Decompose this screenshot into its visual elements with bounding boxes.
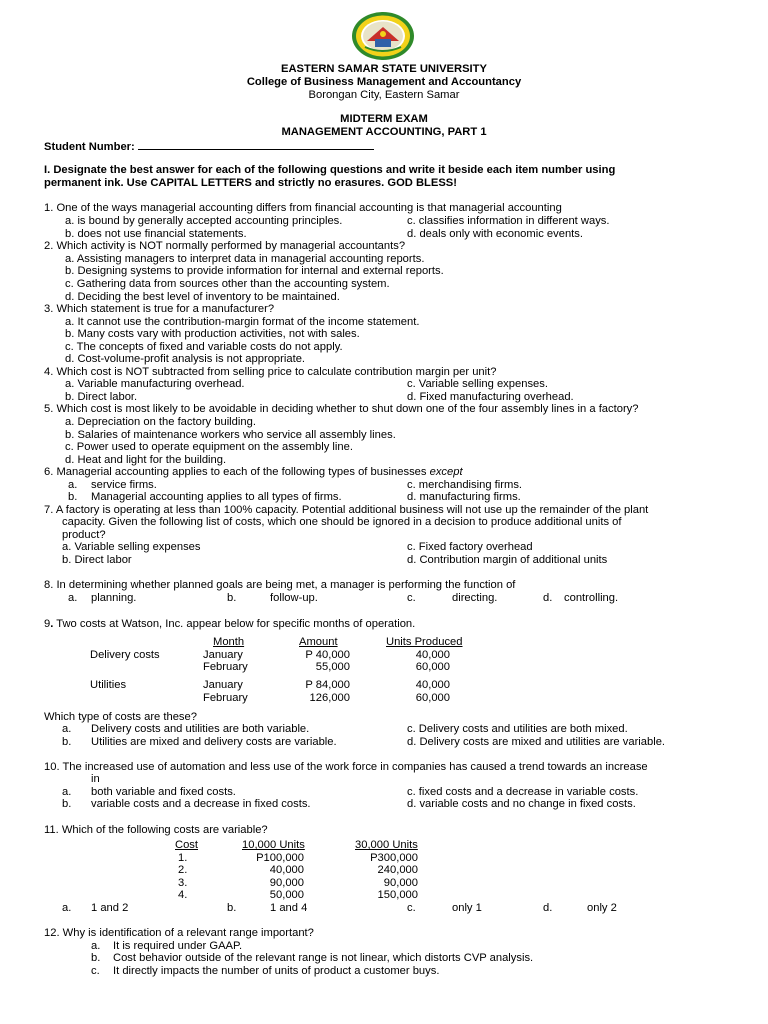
q7-option-c: c. Fixed factory overhead <box>407 541 533 553</box>
q2-option-d: d. Deciding the best level of inventory to be maintained. <box>65 291 340 303</box>
university-seal-logo <box>351 11 415 61</box>
q9-option-b-letter: b. <box>62 736 72 748</box>
q9-option-a-letter: a. <box>62 723 72 735</box>
q3-option-b: b. Many costs vary with production activities, not with sales. <box>65 328 360 340</box>
subject-title: MANAGEMENT ACCOUNTING, PART 1 <box>281 126 487 138</box>
q9-row-3-amount: P 84,000 <box>305 679 350 691</box>
q12-option-b-letter: b. <box>91 952 101 964</box>
q9-header-units: Units Produced <box>386 636 463 648</box>
q9-option-c: c. Delivery costs and utilities are both mixed. <box>407 723 628 735</box>
q8-stem: 8. In determining whether planned goals are being met, a manager is performing the function of <box>44 579 516 591</box>
location: Borongan City, Eastern Samar <box>308 89 460 101</box>
instructions-line-2: permanent ink. Use CAPITAL LETTERS and strictly no erasures. GOD BLESS! <box>44 177 457 189</box>
q7-stem-line-2: capacity. Given the following list of costs, which one should be ignored in a decision to produce additional units of <box>62 516 622 528</box>
q2-option-b: b. Designing systems to provide information for internal and external reports. <box>65 265 444 277</box>
q8-option-b: follow-up. <box>270 592 318 604</box>
q11-option-a-letter: a. <box>62 902 72 914</box>
q5-option-b: b. Salaries of maintenance workers who service all assembly lines. <box>65 429 396 441</box>
q4-option-a: a. Variable manufacturing overhead. <box>65 378 245 390</box>
q9-stem-text: Two costs at Watson, Inc. appear below for specific months of operation. <box>53 618 416 630</box>
q11-stem: 11. Which of the following costs are variable? <box>44 824 268 836</box>
q9-row-3-units: 40,000 <box>415 679 450 691</box>
q11-header-30000: 30,000 Units <box>355 839 418 851</box>
q10-option-a: both variable and fixed costs. <box>91 786 236 798</box>
q11-row-1-cost: 1. <box>178 852 188 864</box>
q11-option-b: 1 and 4 <box>270 902 308 914</box>
q9-option-a: Delivery costs and utilities are both variable. <box>91 723 310 735</box>
q9-header-month: Month <box>213 636 245 648</box>
q9-row-3-month: January <box>203 679 243 691</box>
q2-option-a: a. Assisting managers to interpret data in managerial accounting reports. <box>65 253 425 265</box>
q8-option-c-letter: c. <box>407 592 416 604</box>
q12-stem: 12. Why is identification of a relevant range important? <box>44 927 314 939</box>
q11-row-3-10000: 90,000 <box>269 877 304 889</box>
q1-option-b: b. does not use financial statements. <box>65 228 247 240</box>
q7-stem-line-3: product? <box>62 529 106 541</box>
q9-number-dot: . <box>50 618 54 630</box>
q6-option-a: service firms. <box>91 479 157 491</box>
q12-option-c-letter: c. <box>91 965 100 977</box>
q9-row-4-amount: 126,000 <box>309 692 350 704</box>
q11-option-b-letter: b. <box>227 902 237 914</box>
q11-row-2-cost: 2. <box>178 864 188 876</box>
q11-option-d: only 2 <box>587 902 617 914</box>
q8-option-b-letter: b. <box>227 592 237 604</box>
student-number-field[interactable] <box>138 139 374 150</box>
instructions-line-1: I. Designate the best answer for each of the following questions and write it beside each item number using <box>44 164 616 176</box>
q2-option-c: c. Gathering data from sources other than the accounting system. <box>65 278 390 290</box>
q9-row-2-month: February <box>203 661 248 673</box>
q10-option-b: variable costs and a decrease in fixed costs. <box>91 798 311 810</box>
q2-stem: 2. Which activity is NOT normally performed by managerial accountants? <box>44 240 406 252</box>
q6-option-b-letter: b. <box>68 491 78 503</box>
q11-row-4-10000: 50,000 <box>269 889 304 901</box>
q4-option-d: d. Fixed manufacturing overhead. <box>407 391 574 403</box>
q9-row-2-units: 60,000 <box>415 661 450 673</box>
q8-option-a-letter: a. <box>68 592 78 604</box>
q11-row-3-30000: 90,000 <box>383 877 418 889</box>
q7-stem-line-1: 7. A factory is operating at less than 100% capacity. Potential additional business will not use up the remainder of the plant <box>44 504 649 516</box>
q10-stem-line-1: 10. The increased use of automation and less use of the work force in companies has caused a trend towards an increase <box>44 761 648 773</box>
q5-option-a: a. Depreciation on the factory building. <box>65 416 256 428</box>
q9-row-3-label: Utilities <box>90 679 127 691</box>
q1-stem: 1. One of the ways managerial accounting differs from financial accounting is that managerial accounting <box>44 202 562 214</box>
q10-option-d: d. variable costs and no change in fixed costs. <box>407 798 636 810</box>
university-name: EASTERN SAMAR STATE UNIVERSITY <box>281 63 487 75</box>
q11-header-10000: 10,000 Units <box>242 839 305 851</box>
q5-option-d: d. Heat and light for the building. <box>65 454 227 466</box>
q8-option-d: controlling. <box>564 592 619 604</box>
q6-stem-text: 6. Managerial accounting applies to each of the following types of businesses <box>44 466 427 478</box>
q5-stem: 5. Which cost is most likely to be avoidable in deciding whether to shut down one of the four assembly lines in a factory? <box>44 403 639 415</box>
q9-option-d: d. Delivery costs are mixed and utilities are variable. <box>407 736 666 748</box>
q3-option-c: c. The concepts of fixed and variable costs do not apply. <box>65 341 343 353</box>
q1-option-c: c. classifies information in different ways. <box>407 215 610 227</box>
q9-question: Which type of costs are these? <box>44 711 197 723</box>
q7-option-b: b. Direct labor <box>62 554 132 566</box>
q10-option-b-letter: b. <box>62 798 72 810</box>
exam-title: MIDTERM EXAM <box>340 113 428 125</box>
student-number-label: Student Number: <box>44 141 135 153</box>
q9-row-1-label: Delivery costs <box>90 649 160 661</box>
q9-row-1-amount: P 40,000 <box>305 649 350 661</box>
q10-option-a-letter: a. <box>62 786 72 798</box>
q6-stem <box>44 466 463 479</box>
q6-option-b: Managerial accounting applies to all types of firms. <box>91 491 342 503</box>
q1-option-d: d. deals only with economic events. <box>407 228 583 240</box>
q11-row-4-cost: 4. <box>178 889 188 901</box>
college-name: College of Business Management and Accountancy <box>246 76 522 88</box>
q6-option-a-letter: a. <box>68 479 78 491</box>
q9-option-b: Utilities are mixed and delivery costs are variable. <box>91 736 337 748</box>
q11-option-c: only 1 <box>452 902 482 914</box>
q8-option-c: directing. <box>452 592 498 604</box>
q7-option-a: a. Variable selling expenses <box>62 541 201 553</box>
student-number-row <box>44 139 374 154</box>
q3-option-a: a. It cannot use the contribution-margin format of the income statement. <box>65 316 420 328</box>
q9-row-1-units: 40,000 <box>415 649 450 661</box>
q3-stem: 3. Which statement is true for a manufacturer? <box>44 303 275 315</box>
q11-row-1-10000: P100,000 <box>256 852 304 864</box>
q9-row-4-units: 60,000 <box>415 692 450 704</box>
q12-option-c: It directly impacts the number of units of product a customer buys. <box>113 965 440 977</box>
q11-row-2-30000: 240,000 <box>377 864 418 876</box>
q6-stem-except: except <box>429 466 463 478</box>
q10-option-c: c. fixed costs and a decrease in variable costs. <box>407 786 639 798</box>
q11-row-1-30000: P300,000 <box>370 852 418 864</box>
q9-row-1-month: January <box>203 649 243 661</box>
q8-option-a: planning. <box>91 592 137 604</box>
q8-option-d-letter: d. <box>543 592 553 604</box>
q12-option-a-letter: a. <box>91 940 101 952</box>
q11-option-c-letter: c. <box>407 902 416 914</box>
q9-number: 9 <box>44 618 51 630</box>
q6-option-c: c. merchandising firms. <box>407 479 523 491</box>
q9-header-amount: Amount <box>299 636 338 648</box>
q12-option-b: Cost behavior outside of the relevant range is not linear, which distorts CVP analysis. <box>113 952 534 964</box>
q7-option-d: d. Contribution margin of additional units <box>407 554 608 566</box>
q4-option-b: b. Direct labor. <box>65 391 138 403</box>
q9-stem <box>44 618 415 631</box>
q5-option-c: c. Power used to operate equipment on the assembly line. <box>65 441 353 453</box>
q11-row-2-10000: 40,000 <box>269 864 304 876</box>
q10-stem-line-2: in <box>91 773 100 785</box>
q12-option-a: It is required under GAAP. <box>113 940 243 952</box>
q11-row-4-30000: 150,000 <box>377 889 418 901</box>
q3-option-d: d. Cost-volume-profit analysis is not appropriate. <box>65 353 306 365</box>
q9-row-4-month: February <box>203 692 248 704</box>
q9-row-2-amount: 55,000 <box>315 661 350 673</box>
q11-option-a: 1 and 2 <box>91 902 129 914</box>
q11-header-cost: Cost <box>175 839 199 851</box>
q1-option-a: a. is bound by generally accepted accounting principles. <box>65 215 343 227</box>
q11-option-d-letter: d. <box>543 902 553 914</box>
q4-stem: 4. Which cost is NOT subtracted from selling price to calculate contribution margin per unit? <box>44 366 497 378</box>
q4-option-c: c. Variable selling expenses. <box>407 378 548 390</box>
q6-option-d: d. manufacturing firms. <box>407 491 521 503</box>
q11-row-3-cost: 3. <box>178 877 188 889</box>
